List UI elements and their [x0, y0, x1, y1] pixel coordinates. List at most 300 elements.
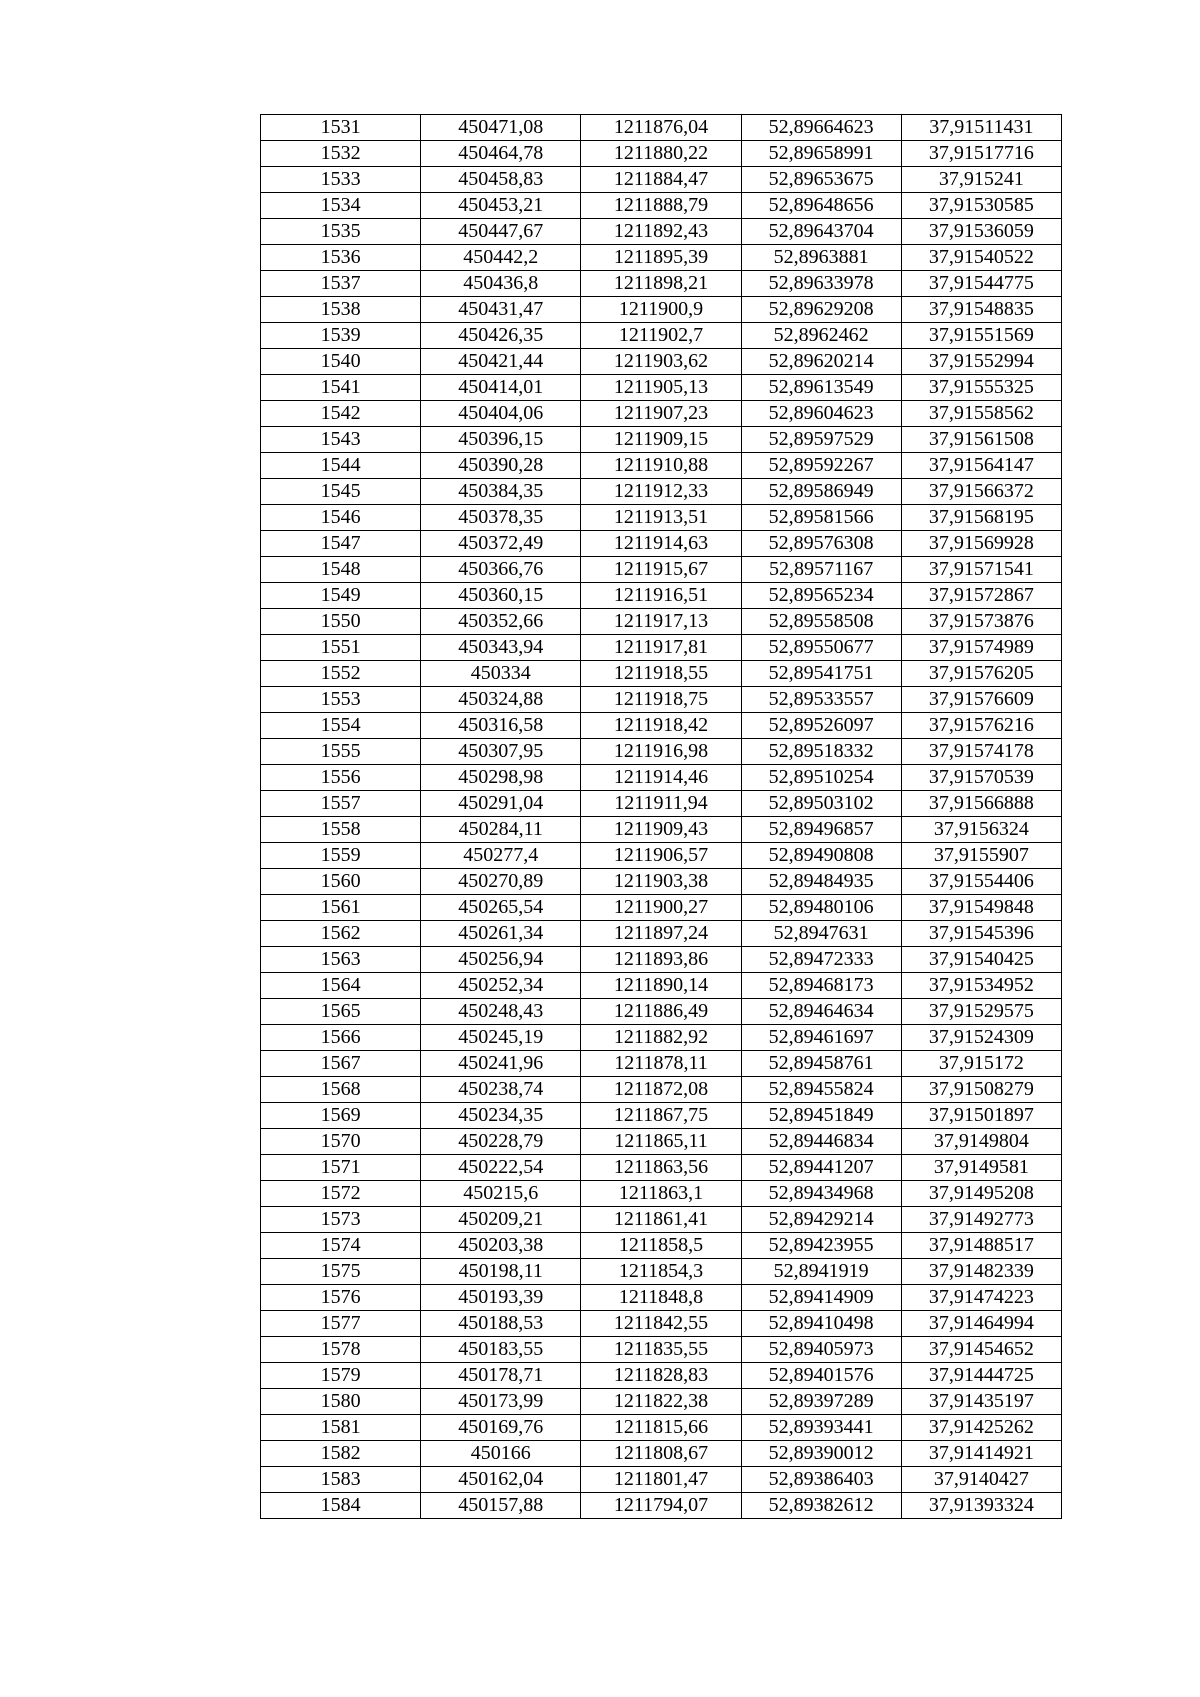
- latitude-cell: 52,89648656: [741, 193, 901, 219]
- y-coordinate-cell: 1211911,94: [581, 791, 741, 817]
- latitude-cell: 52,89620214: [741, 349, 901, 375]
- y-coordinate-cell: 1211905,13: [581, 375, 741, 401]
- point-number-cell: 1573: [261, 1207, 421, 1233]
- table-row: [261, 999, 1062, 1025]
- latitude-cell: 52,89565234: [741, 583, 901, 609]
- table-row: [261, 791, 1062, 817]
- longitude-cell: 37,91435197: [901, 1389, 1061, 1415]
- longitude-cell: 37,9140427: [901, 1467, 1061, 1493]
- latitude-cell: 52,89414909: [741, 1285, 901, 1311]
- y-coordinate-cell: 1211907,23: [581, 401, 741, 427]
- point-number-cell: 1568: [261, 1077, 421, 1103]
- point-number-cell: 1578: [261, 1337, 421, 1363]
- point-number-cell: 1580: [261, 1389, 421, 1415]
- y-coordinate-cell: 1211884,47: [581, 167, 741, 193]
- x-coordinate-cell: 450404,06: [421, 401, 581, 427]
- point-number-cell: 1566: [261, 1025, 421, 1051]
- point-number-cell: 1571: [261, 1155, 421, 1181]
- longitude-cell: 37,91564147: [901, 453, 1061, 479]
- y-coordinate-cell: 1211916,51: [581, 583, 741, 609]
- table-row: [261, 1259, 1062, 1285]
- x-coordinate-cell: 450222,54: [421, 1155, 581, 1181]
- x-coordinate-cell: 450453,21: [421, 193, 581, 219]
- table-row: [261, 583, 1062, 609]
- point-number-cell: 1562: [261, 921, 421, 947]
- latitude-cell: 52,89643704: [741, 219, 901, 245]
- latitude-cell: 52,89423955: [741, 1233, 901, 1259]
- y-coordinate-cell: 1211878,11: [581, 1051, 741, 1077]
- table-row: [261, 1363, 1062, 1389]
- point-number-cell: 1550: [261, 609, 421, 635]
- y-coordinate-cell: 1211897,24: [581, 921, 741, 947]
- table-row: [261, 817, 1062, 843]
- x-coordinate-cell: 450270,89: [421, 869, 581, 895]
- latitude-cell: 52,89541751: [741, 661, 901, 687]
- table-row: [261, 219, 1062, 245]
- longitude-cell: 37,91444725: [901, 1363, 1061, 1389]
- x-coordinate-cell: 450366,76: [421, 557, 581, 583]
- point-number-cell: 1559: [261, 843, 421, 869]
- table-row: [261, 973, 1062, 999]
- table-row: [261, 869, 1062, 895]
- x-coordinate-cell: 450390,28: [421, 453, 581, 479]
- longitude-cell: 37,9156324: [901, 817, 1061, 843]
- x-coordinate-cell: 450203,38: [421, 1233, 581, 1259]
- x-coordinate-cell: 450245,19: [421, 1025, 581, 1051]
- latitude-cell: 52,89410498: [741, 1311, 901, 1337]
- table-row: [261, 1181, 1062, 1207]
- table-row: [261, 1233, 1062, 1259]
- y-coordinate-cell: 1211917,81: [581, 635, 741, 661]
- latitude-cell: 52,89550677: [741, 635, 901, 661]
- y-coordinate-cell: 1211898,21: [581, 271, 741, 297]
- latitude-cell: 52,89629208: [741, 297, 901, 323]
- latitude-cell: 52,89658991: [741, 141, 901, 167]
- y-coordinate-cell: 1211828,83: [581, 1363, 741, 1389]
- x-coordinate-cell: 450334: [421, 661, 581, 687]
- point-number-cell: 1583: [261, 1467, 421, 1493]
- x-coordinate-cell: 450183,55: [421, 1337, 581, 1363]
- latitude-cell: 52,89405973: [741, 1337, 901, 1363]
- point-number-cell: 1542: [261, 401, 421, 427]
- longitude-cell: 37,91571541: [901, 557, 1061, 583]
- x-coordinate-cell: 450458,83: [421, 167, 581, 193]
- point-number-cell: 1552: [261, 661, 421, 687]
- point-number-cell: 1551: [261, 635, 421, 661]
- latitude-cell: 52,89401576: [741, 1363, 901, 1389]
- y-coordinate-cell: 1211876,04: [581, 115, 741, 141]
- table-row: [261, 1025, 1062, 1051]
- longitude-cell: 37,91393324: [901, 1493, 1061, 1519]
- longitude-cell: 37,91454652: [901, 1337, 1061, 1363]
- x-coordinate-cell: 450261,34: [421, 921, 581, 947]
- longitude-cell: 37,91501897: [901, 1103, 1061, 1129]
- x-coordinate-cell: 450378,35: [421, 505, 581, 531]
- longitude-cell: 37,91566888: [901, 791, 1061, 817]
- y-coordinate-cell: 1211912,33: [581, 479, 741, 505]
- x-coordinate-cell: 450372,49: [421, 531, 581, 557]
- point-number-cell: 1547: [261, 531, 421, 557]
- latitude-cell: 52,89390012: [741, 1441, 901, 1467]
- table-row: [261, 323, 1062, 349]
- point-number-cell: 1579: [261, 1363, 421, 1389]
- x-coordinate-cell: 450193,39: [421, 1285, 581, 1311]
- longitude-cell: 37,91530585: [901, 193, 1061, 219]
- y-coordinate-cell: 1211863,56: [581, 1155, 741, 1181]
- latitude-cell: 52,89441207: [741, 1155, 901, 1181]
- x-coordinate-cell: 450157,88: [421, 1493, 581, 1519]
- x-coordinate-cell: 450166: [421, 1441, 581, 1467]
- latitude-cell: 52,89633978: [741, 271, 901, 297]
- x-coordinate-cell: 450256,94: [421, 947, 581, 973]
- y-coordinate-cell: 1211900,27: [581, 895, 741, 921]
- y-coordinate-cell: 1211913,51: [581, 505, 741, 531]
- latitude-cell: 52,89382612: [741, 1493, 901, 1519]
- x-coordinate-cell: 450352,66: [421, 609, 581, 635]
- point-number-cell: 1574: [261, 1233, 421, 1259]
- x-coordinate-cell: 450464,78: [421, 141, 581, 167]
- table-row: [261, 661, 1062, 687]
- point-number-cell: 1561: [261, 895, 421, 921]
- point-number-cell: 1553: [261, 687, 421, 713]
- coordinate-table-body: [261, 115, 1062, 1519]
- latitude-cell: 52,89604623: [741, 401, 901, 427]
- table-row: [261, 1285, 1062, 1311]
- longitude-cell: 37,91566372: [901, 479, 1061, 505]
- latitude-cell: 52,89664623: [741, 115, 901, 141]
- table-row: [261, 1311, 1062, 1337]
- y-coordinate-cell: 1211861,41: [581, 1207, 741, 1233]
- latitude-cell: 52,89653675: [741, 167, 901, 193]
- y-coordinate-cell: 1211863,1: [581, 1181, 741, 1207]
- y-coordinate-cell: 1211917,13: [581, 609, 741, 635]
- longitude-cell: 37,91554406: [901, 869, 1061, 895]
- table-row: [261, 635, 1062, 661]
- table-row: [261, 453, 1062, 479]
- x-coordinate-cell: 450360,15: [421, 583, 581, 609]
- latitude-cell: 52,8947631: [741, 921, 901, 947]
- table-row: [261, 141, 1062, 167]
- y-coordinate-cell: 1211835,55: [581, 1337, 741, 1363]
- x-coordinate-cell: 450291,04: [421, 791, 581, 817]
- latitude-cell: 52,8941919: [741, 1259, 901, 1285]
- longitude-cell: 37,91552994: [901, 349, 1061, 375]
- point-number-cell: 1541: [261, 375, 421, 401]
- point-number-cell: 1565: [261, 999, 421, 1025]
- longitude-cell: 37,91474223: [901, 1285, 1061, 1311]
- latitude-cell: 52,89393441: [741, 1415, 901, 1441]
- point-number-cell: 1582: [261, 1441, 421, 1467]
- table-row: [261, 271, 1062, 297]
- y-coordinate-cell: 1211903,62: [581, 349, 741, 375]
- longitude-cell: 37,91540425: [901, 947, 1061, 973]
- y-coordinate-cell: 1211915,67: [581, 557, 741, 583]
- table-row: [261, 713, 1062, 739]
- point-number-cell: 1576: [261, 1285, 421, 1311]
- y-coordinate-cell: 1211880,22: [581, 141, 741, 167]
- point-number-cell: 1560: [261, 869, 421, 895]
- longitude-cell: 37,91540522: [901, 245, 1061, 271]
- point-number-cell: 1535: [261, 219, 421, 245]
- longitude-cell: 37,91568195: [901, 505, 1061, 531]
- point-number-cell: 1564: [261, 973, 421, 999]
- latitude-cell: 52,89397289: [741, 1389, 901, 1415]
- y-coordinate-cell: 1211906,57: [581, 843, 741, 869]
- latitude-cell: 52,89472333: [741, 947, 901, 973]
- longitude-cell: 37,91425262: [901, 1415, 1061, 1441]
- table-row: [261, 349, 1062, 375]
- point-number-cell: 1575: [261, 1259, 421, 1285]
- x-coordinate-cell: 450324,88: [421, 687, 581, 713]
- y-coordinate-cell: 1211794,07: [581, 1493, 741, 1519]
- table-row: [261, 739, 1062, 765]
- table-row: [261, 921, 1062, 947]
- table-row: [261, 245, 1062, 271]
- longitude-cell: 37,9149581: [901, 1155, 1061, 1181]
- table-row: [261, 1441, 1062, 1467]
- point-number-cell: 1532: [261, 141, 421, 167]
- x-coordinate-cell: 450343,94: [421, 635, 581, 661]
- latitude-cell: 52,89581566: [741, 505, 901, 531]
- point-number-cell: 1577: [261, 1311, 421, 1337]
- point-number-cell: 1545: [261, 479, 421, 505]
- longitude-cell: 37,91545396: [901, 921, 1061, 947]
- x-coordinate-cell: 450298,98: [421, 765, 581, 791]
- latitude-cell: 52,89597529: [741, 427, 901, 453]
- y-coordinate-cell: 1211801,47: [581, 1467, 741, 1493]
- longitude-cell: 37,9149804: [901, 1129, 1061, 1155]
- y-coordinate-cell: 1211865,11: [581, 1129, 741, 1155]
- latitude-cell: 52,89518332: [741, 739, 901, 765]
- x-coordinate-cell: 450436,8: [421, 271, 581, 297]
- x-coordinate-cell: 450173,99: [421, 1389, 581, 1415]
- x-coordinate-cell: 450228,79: [421, 1129, 581, 1155]
- x-coordinate-cell: 450178,71: [421, 1363, 581, 1389]
- point-number-cell: 1555: [261, 739, 421, 765]
- latitude-cell: 52,89526097: [741, 713, 901, 739]
- latitude-cell: 52,89613549: [741, 375, 901, 401]
- latitude-cell: 52,89533557: [741, 687, 901, 713]
- latitude-cell: 52,89571167: [741, 557, 901, 583]
- longitude-cell: 37,91570539: [901, 765, 1061, 791]
- longitude-cell: 37,915241: [901, 167, 1061, 193]
- latitude-cell: 52,89429214: [741, 1207, 901, 1233]
- longitude-cell: 37,91574989: [901, 635, 1061, 661]
- table-row: [261, 427, 1062, 453]
- x-coordinate-cell: 450252,34: [421, 973, 581, 999]
- y-coordinate-cell: 1211914,63: [581, 531, 741, 557]
- point-number-cell: 1570: [261, 1129, 421, 1155]
- point-number-cell: 1538: [261, 297, 421, 323]
- y-coordinate-cell: 1211888,79: [581, 193, 741, 219]
- longitude-cell: 37,91488517: [901, 1233, 1061, 1259]
- table-row: [261, 765, 1062, 791]
- x-coordinate-cell: 450169,76: [421, 1415, 581, 1441]
- point-number-cell: 1569: [261, 1103, 421, 1129]
- latitude-cell: 52,89503102: [741, 791, 901, 817]
- latitude-cell: 52,89592267: [741, 453, 901, 479]
- point-number-cell: 1556: [261, 765, 421, 791]
- table-row: [261, 1077, 1062, 1103]
- y-coordinate-cell: 1211890,14: [581, 973, 741, 999]
- x-coordinate-cell: 450307,95: [421, 739, 581, 765]
- longitude-cell: 37,91534952: [901, 973, 1061, 999]
- x-coordinate-cell: 450316,58: [421, 713, 581, 739]
- x-coordinate-cell: 450396,15: [421, 427, 581, 453]
- table-row: [261, 609, 1062, 635]
- point-number-cell: 1567: [261, 1051, 421, 1077]
- table-row: [261, 1415, 1062, 1441]
- latitude-cell: 52,89455824: [741, 1077, 901, 1103]
- latitude-cell: 52,89510254: [741, 765, 901, 791]
- table-row: [261, 115, 1062, 141]
- longitude-cell: 37,91508279: [901, 1077, 1061, 1103]
- x-coordinate-cell: 450238,74: [421, 1077, 581, 1103]
- longitude-cell: 37,91492773: [901, 1207, 1061, 1233]
- point-number-cell: 1544: [261, 453, 421, 479]
- longitude-cell: 37,91561508: [901, 427, 1061, 453]
- latitude-cell: 52,89461697: [741, 1025, 901, 1051]
- latitude-cell: 52,89468173: [741, 973, 901, 999]
- latitude-cell: 52,89484935: [741, 869, 901, 895]
- table-row: [261, 1337, 1062, 1363]
- table-row: [261, 479, 1062, 505]
- y-coordinate-cell: 1211910,88: [581, 453, 741, 479]
- coordinate-table: [260, 114, 1062, 1519]
- y-coordinate-cell: 1211822,38: [581, 1389, 741, 1415]
- longitude-cell: 37,91573876: [901, 609, 1061, 635]
- x-coordinate-cell: 450442,2: [421, 245, 581, 271]
- latitude-cell: 52,89458761: [741, 1051, 901, 1077]
- longitude-cell: 37,91482339: [901, 1259, 1061, 1285]
- point-number-cell: 1572: [261, 1181, 421, 1207]
- latitude-cell: 52,89464634: [741, 999, 901, 1025]
- longitude-cell: 37,91576609: [901, 687, 1061, 713]
- table-row: [261, 167, 1062, 193]
- longitude-cell: 37,91511431: [901, 115, 1061, 141]
- x-coordinate-cell: 450277,4: [421, 843, 581, 869]
- point-number-cell: 1584: [261, 1493, 421, 1519]
- y-coordinate-cell: 1211902,7: [581, 323, 741, 349]
- longitude-cell: 37,91529575: [901, 999, 1061, 1025]
- longitude-cell: 37,91495208: [901, 1181, 1061, 1207]
- x-coordinate-cell: 450215,6: [421, 1181, 581, 1207]
- longitude-cell: 37,91574178: [901, 739, 1061, 765]
- table-row: [261, 687, 1062, 713]
- longitude-cell: 37,91572867: [901, 583, 1061, 609]
- x-coordinate-cell: 450162,04: [421, 1467, 581, 1493]
- point-number-cell: 1533: [261, 167, 421, 193]
- x-coordinate-cell: 450471,08: [421, 115, 581, 141]
- longitude-cell: 37,91558562: [901, 401, 1061, 427]
- latitude-cell: 52,8963881: [741, 245, 901, 271]
- table-row: [261, 1103, 1062, 1129]
- latitude-cell: 52,89490808: [741, 843, 901, 869]
- table-row: [261, 297, 1062, 323]
- longitude-cell: 37,9155907: [901, 843, 1061, 869]
- y-coordinate-cell: 1211893,86: [581, 947, 741, 973]
- x-coordinate-cell: 450265,54: [421, 895, 581, 921]
- y-coordinate-cell: 1211914,46: [581, 765, 741, 791]
- table-row: [261, 1493, 1062, 1519]
- x-coordinate-cell: 450426,35: [421, 323, 581, 349]
- y-coordinate-cell: 1211858,5: [581, 1233, 741, 1259]
- table-row: [261, 1389, 1062, 1415]
- y-coordinate-cell: 1211892,43: [581, 219, 741, 245]
- latitude-cell: 52,89576308: [741, 531, 901, 557]
- point-number-cell: 1534: [261, 193, 421, 219]
- table-row: [261, 1467, 1062, 1493]
- y-coordinate-cell: 1211895,39: [581, 245, 741, 271]
- longitude-cell: 37,91524309: [901, 1025, 1061, 1051]
- point-number-cell: 1537: [261, 271, 421, 297]
- table-row: [261, 895, 1062, 921]
- y-coordinate-cell: 1211886,49: [581, 999, 741, 1025]
- point-number-cell: 1536: [261, 245, 421, 271]
- latitude-cell: 52,89558508: [741, 609, 901, 635]
- x-coordinate-cell: 450248,43: [421, 999, 581, 1025]
- latitude-cell: 52,89496857: [741, 817, 901, 843]
- longitude-cell: 37,91464994: [901, 1311, 1061, 1337]
- x-coordinate-cell: 450414,01: [421, 375, 581, 401]
- y-coordinate-cell: 1211848,8: [581, 1285, 741, 1311]
- table-row: [261, 1051, 1062, 1077]
- y-coordinate-cell: 1211867,75: [581, 1103, 741, 1129]
- point-number-cell: 1540: [261, 349, 421, 375]
- y-coordinate-cell: 1211815,66: [581, 1415, 741, 1441]
- table-row: [261, 193, 1062, 219]
- longitude-cell: 37,91536059: [901, 219, 1061, 245]
- table-row: [261, 531, 1062, 557]
- latitude-cell: 52,89434968: [741, 1181, 901, 1207]
- x-coordinate-cell: 450188,53: [421, 1311, 581, 1337]
- x-coordinate-cell: 450241,96: [421, 1051, 581, 1077]
- y-coordinate-cell: 1211909,43: [581, 817, 741, 843]
- x-coordinate-cell: 450209,21: [421, 1207, 581, 1233]
- point-number-cell: 1549: [261, 583, 421, 609]
- point-number-cell: 1548: [261, 557, 421, 583]
- x-coordinate-cell: 450284,11: [421, 817, 581, 843]
- table-row: [261, 557, 1062, 583]
- longitude-cell: 37,91576205: [901, 661, 1061, 687]
- point-number-cell: 1563: [261, 947, 421, 973]
- latitude-cell: 52,89451849: [741, 1103, 901, 1129]
- longitude-cell: 37,91517716: [901, 141, 1061, 167]
- longitude-cell: 37,91414921: [901, 1441, 1061, 1467]
- table-row: [261, 947, 1062, 973]
- longitude-cell: 37,91569928: [901, 531, 1061, 557]
- y-coordinate-cell: 1211909,15: [581, 427, 741, 453]
- y-coordinate-cell: 1211854,3: [581, 1259, 741, 1285]
- x-coordinate-cell: 450421,44: [421, 349, 581, 375]
- point-number-cell: 1554: [261, 713, 421, 739]
- table-row: [261, 1155, 1062, 1181]
- point-number-cell: 1558: [261, 817, 421, 843]
- longitude-cell: 37,91544775: [901, 271, 1061, 297]
- x-coordinate-cell: 450234,35: [421, 1103, 581, 1129]
- y-coordinate-cell: 1211918,55: [581, 661, 741, 687]
- x-coordinate-cell: 450431,47: [421, 297, 581, 323]
- latitude-cell: 52,89446834: [741, 1129, 901, 1155]
- table-row: [261, 375, 1062, 401]
- longitude-cell: 37,915172: [901, 1051, 1061, 1077]
- table-row: [261, 1129, 1062, 1155]
- table-row: [261, 505, 1062, 531]
- table-row: [261, 843, 1062, 869]
- y-coordinate-cell: 1211918,42: [581, 713, 741, 739]
- longitude-cell: 37,91555325: [901, 375, 1061, 401]
- table-row: [261, 401, 1062, 427]
